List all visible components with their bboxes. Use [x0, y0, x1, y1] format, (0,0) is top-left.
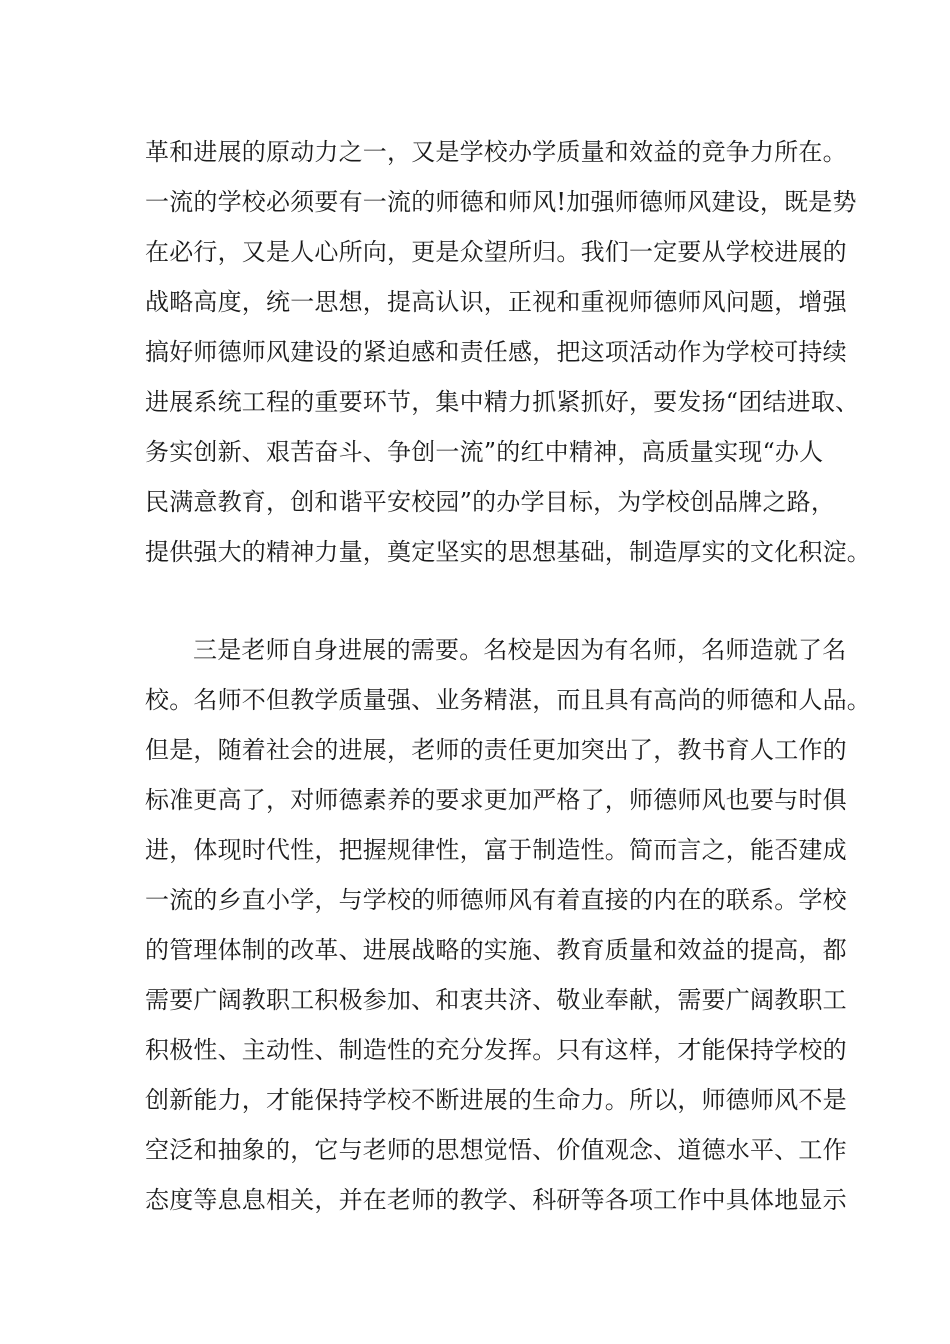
text-line: 战略高度，统一思想，提高认识，正视和重视师德师风问题，增强	[145, 288, 847, 316]
text-line: 一流的乡直小学，与学校的师德师风有着直接的内在的联系。学校	[145, 886, 847, 914]
text-line: 进，体现时代性，把握规律性，富于制造性。简而言之，能否建成	[145, 836, 847, 864]
text-line: 创新能力，才能保持学校不断进展的生命力。所以，师德师风不是	[145, 1086, 847, 1114]
text-line: 校。名师不但教学质量强、业务精湛，而且具有高尚的师德和人品。	[145, 686, 871, 714]
text-line: 标准更高了，对师德素养的要求更加严格了，师德师风也要与时俱	[145, 786, 847, 814]
text-line: 进展系统工程的重要环节，集中精力抓紧抓好，要发扬“团结进取、	[145, 388, 860, 416]
text-line: 搞好师德师风建设的紧迫感和责任感，把这项活动作为学校可持续	[145, 338, 847, 366]
text-line: 需要广阔教职工积极参加、和衷共济、敬业奉献，需要广阔教职工	[145, 986, 847, 1014]
text-line: 在必行，又是人心所向，更是众望所归。我们一定要从学校进展的	[145, 238, 847, 266]
text-line: 的管理体制的改革、进展战略的实施、教育质量和效益的提高，都	[145, 936, 847, 964]
text-line: 革和进展的原动力之一，又是学校办学质量和效益的竞争力所在。	[145, 138, 847, 166]
text-line: 态度等息息相关，并在老师的教学、科研等各项工作中具体地显示	[145, 1186, 847, 1214]
text-line: 积极性、主动性、制造性的充分发挥。只有这样，才能保持学校的	[145, 1036, 847, 1064]
text-line: 一流的学校必须要有一流的师德和师风!加强师德师风建设，既是势	[145, 188, 857, 216]
text-line: 空泛和抽象的，它与老师的思想觉悟、价值观念、道德水平、工作	[145, 1136, 847, 1164]
text-line: 务实创新、艰苦奋斗、争创一流”的红中精神，高质量实现“办人	[145, 438, 824, 466]
text-line: 三是老师自身进展的需要。名校是因为有名师，名师造就了名	[193, 636, 847, 664]
text-line: 民满意教育，创和谐平安校园”的办学目标，为学校创品牌之路，	[145, 488, 836, 516]
text-line: 但是，随着社会的进展，老师的责任更加突出了，教书育人工作的	[145, 736, 847, 764]
text-line: 提供强大的精神力量，奠定坚实的思想基础，制造厚实的文化积淀。	[145, 538, 871, 566]
